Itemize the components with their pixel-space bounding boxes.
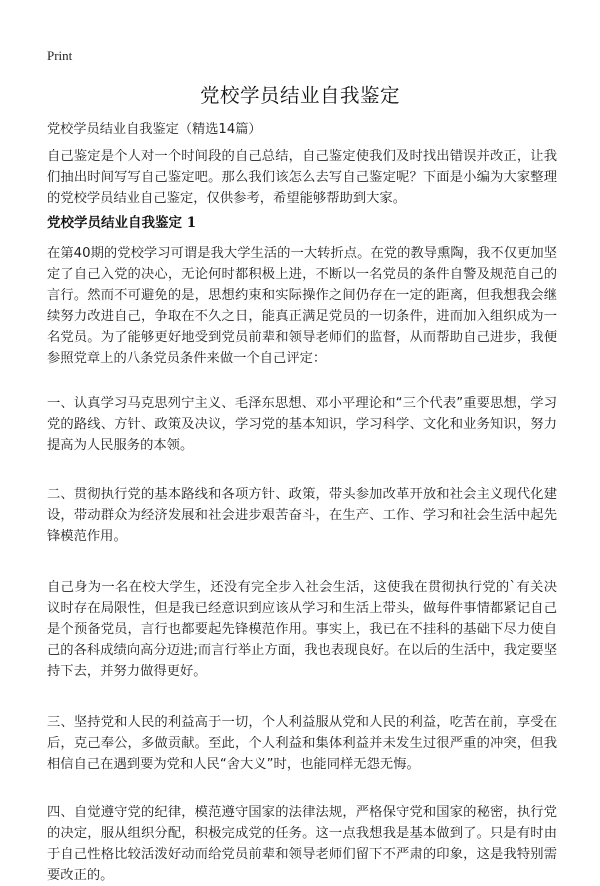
body-paragraph: 一、认真学习马克思列宁主义、毛泽东思想、邓小平理论和“三个代表”重要思想，学习党的路线、方针、政策及决议，学习党的基本知识，学习科学、文化和业务知识，努力提高为人民服务的本领。 bbox=[47, 396, 557, 453]
body-paragraph: 三、坚持党和人民的利益高于一切，个人利益服从党和人民的利益，吃苦在前，享受在后，克己奉公，多做贡献。至此，个人利益和集体利益并未发生过很严重的冲突，但我相信自己在遇到要为党和人民“舍大义”时，也能同样无怨无悔。 bbox=[47, 715, 557, 772]
document-title: 党校学员结业自我鉴定 bbox=[199, 84, 400, 107]
body-paragraph: 四、自觉遵守党的纪律，模范遵守国家的法律法规，严格保守党和国家的秘密，执行党的决定，服从组织分配，积极完成党的任务。这一点我想我是基本做到了。只是有时由于自己性格比较活泼好动而给党员前辈和领导老师们留下不严肃的印象，这是我特别需要改正的。 bbox=[47, 805, 557, 883]
section-heading: 党校学员结业自我鉴定 1 bbox=[47, 215, 197, 231]
body-paragraph: 在第40期的党校学习可谓是我大学生活的一大转折点。在党的教导熏陶，我不仅更加坚定了自己入党的决心，无论何时都积极上进，不断以一名党员的条件自警及规范自己的言行。然而不可避免的是，思想约束和实际操作之间仍存在一定的距离，但我想我会继续努力改进自己，争取在不久之日，能真正满足党员的一切条件，进而加入组织成为一名党员。为了能够更好地受到党员前辈和领导老师们的监督，从而帮助自己进步，我便参照党章上的八条党员条件来做一个自己评定： bbox=[47, 246, 557, 366]
body-paragraph: 二、贯彻执行党的基本路线和各项方针、政策，带头参加改革开放和社会主义现代化建设，带动群众为经济发展和社会进步艰苦奋斗，在生产、工作、学习和社会生活中起先锋模范作用。 bbox=[47, 487, 557, 544]
print-label: Print bbox=[47, 48, 73, 63]
body-paragraph: 自己身为一名在校大学生，还没有完全步入社会生活，这使我在贯彻执行党的`有关决议时存在局限性，但是我已经意识到应该从学习和生活上带头，做每件事情都紧记自己是个预备党员，言行也都要起先锋模范作用。事实上，我已在不挂科的基础下尽力使自己的各科成绩向高分迈进;而言行举止方面，我也表现良好。在以后的生活中，我定要坚持下去，并努力做得更好。 bbox=[47, 580, 557, 679]
intro-paragraph: 自己鉴定是个人对一个时间段的自己总结，自己鉴定使我们及时找出错误并改正，让我们抽出时间写写自己鉴定吧。那么我们该怎么去写自己鉴定呢？下面是小编为大家整理的党校学员结业自己鉴定，仅供参考，希望能够帮助到大家。 bbox=[47, 149, 557, 206]
document-subtitle: 党校学员结业自我鉴定（精选14篇） bbox=[47, 122, 262, 137]
